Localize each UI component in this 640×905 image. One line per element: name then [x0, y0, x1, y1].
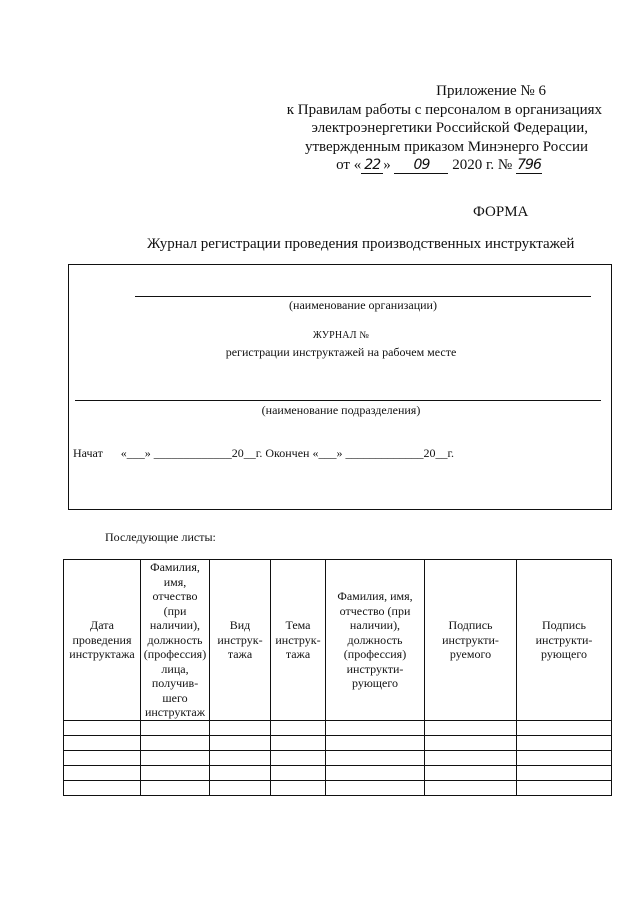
journal-subtitle: регистрации инструктажей на рабочем месте: [225, 345, 457, 359]
table-row: [64, 720, 612, 735]
document-title: Журнал регистрации проведения производственных инструктажей: [147, 236, 575, 252]
table-cell[interactable]: [141, 750, 210, 765]
table-cell[interactable]: [326, 735, 425, 750]
table-cell[interactable]: [64, 780, 141, 795]
table-cell[interactable]: [517, 750, 612, 765]
table-header-row: [64, 560, 612, 721]
table-cell[interactable]: [326, 720, 425, 735]
registration-table: [63, 559, 612, 796]
appendix-rules-line: к Правилам работы с персоналом в организациях: [286, 101, 602, 118]
table-cell[interactable]: [64, 720, 141, 735]
date-year: 2020 г. №: [452, 157, 513, 173]
appendix-number: Приложение № 6: [436, 83, 546, 99]
table-cell[interactable]: [517, 765, 612, 780]
department-name-caption: (наименование подразделения): [261, 403, 421, 417]
table-cell[interactable]: [271, 765, 326, 780]
table-cell[interactable]: [210, 780, 271, 795]
table-row: [64, 735, 612, 750]
table-cell[interactable]: [271, 720, 326, 735]
table-cell[interactable]: [425, 780, 517, 795]
header-instructed-person: Фамилия, имя, отчество (при наличии), должность (профессия) лица, получив-шего инструктаж: [141, 560, 210, 721]
appendix-scope-line: электроэнергетики Российской Федерации,: [311, 120, 588, 136]
table-cell[interactable]: [141, 720, 210, 735]
table-row: [64, 765, 612, 780]
table-cell[interactable]: [210, 765, 271, 780]
order-number: 796: [517, 157, 541, 173]
table-cell[interactable]: [326, 765, 425, 780]
table-cell[interactable]: [64, 735, 141, 750]
table-cell[interactable]: [425, 765, 517, 780]
date-month: 09: [394, 158, 448, 174]
table-cell[interactable]: [517, 780, 612, 795]
subsequent-sheets-label: Последующие листы:: [105, 530, 216, 544]
table-cell[interactable]: [326, 750, 425, 765]
table-cell[interactable]: [141, 780, 210, 795]
date-day: 22: [361, 158, 383, 174]
appendix-header: [182, 82, 602, 175]
header-instructor: Фамилия, имя, отчество (при наличии), должность (профессия) инструкти-рующего: [326, 560, 425, 721]
table-cell[interactable]: [210, 750, 271, 765]
journal-cover-box: [68, 264, 612, 510]
form-label: ФОРМА: [473, 204, 529, 220]
org-name-line: [135, 296, 591, 297]
header-briefing-type: Вид инструк-тажа: [210, 560, 271, 721]
table-row: [64, 780, 612, 795]
table-row: [64, 750, 612, 765]
header-date: Дата проведения инструктажа: [64, 560, 141, 721]
appendix-date-line: [182, 156, 602, 175]
table-cell[interactable]: [425, 720, 517, 735]
org-name-caption: (наименование организации): [289, 298, 437, 312]
table-cell[interactable]: [210, 735, 271, 750]
table-cell[interactable]: [271, 780, 326, 795]
header-briefing-topic: Тема инструк-тажа: [271, 560, 326, 721]
table-cell[interactable]: [210, 720, 271, 735]
table-cell[interactable]: [517, 720, 612, 735]
table-cell[interactable]: [64, 750, 141, 765]
date-mid: »: [383, 157, 391, 173]
journal-dates-line: Начат «___» _____________20__г. Окончен «___» _____________20__г.: [73, 446, 455, 460]
table-cell[interactable]: [326, 780, 425, 795]
table-cell[interactable]: [64, 765, 141, 780]
header-instructor-signature: Подпись инструкти-рующего: [517, 560, 612, 721]
department-name-line: [75, 400, 601, 401]
table-cell[interactable]: [517, 735, 612, 750]
table-cell[interactable]: [425, 750, 517, 765]
table-cell[interactable]: [271, 735, 326, 750]
date-prefix: от «: [336, 157, 362, 173]
table-cell[interactable]: [425, 735, 517, 750]
journal-number-label: ЖУРНАЛ №: [312, 330, 370, 341]
header-instructed-signature: Подпись инструкти-руемого: [425, 560, 517, 721]
appendix-order-line: утвержденным приказом Минэнерго России: [304, 138, 588, 155]
table-cell[interactable]: [271, 750, 326, 765]
table-cell[interactable]: [141, 765, 210, 780]
table-cell[interactable]: [141, 735, 210, 750]
